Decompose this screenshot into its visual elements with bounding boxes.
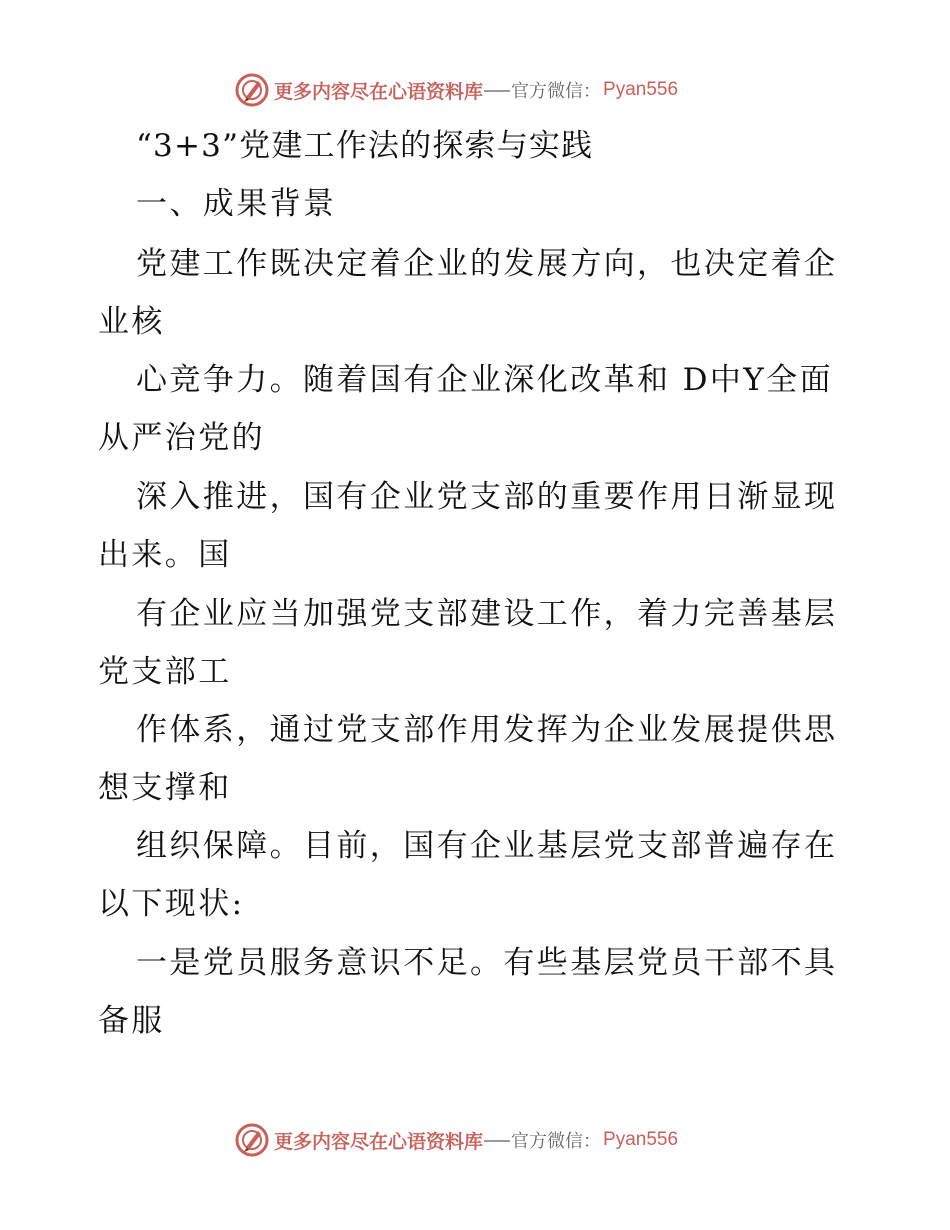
pen-nib-logo-icon — [234, 1122, 270, 1158]
banner-wechat-label: 官方微信： — [511, 81, 602, 102]
banner-site-text: 更多内容尽在心语资料库 — [274, 80, 484, 103]
paragraph-line: 有企业应当加强党支部建设工作，着力完善基层 — [136, 596, 838, 632]
paragraph-line: 心竞争力。随着国有企业深化改革和 D中Y全面 — [136, 362, 833, 398]
paragraph-line: 从严治党的 — [98, 420, 265, 456]
pen-nib-logo-icon — [234, 72, 270, 108]
banner-divider — [484, 90, 510, 92]
paragraph-line: 备服 — [98, 1003, 165, 1039]
banner-wechat-id: Pyan556 — [603, 79, 679, 100]
paragraph-line: 想支撑和 — [98, 770, 232, 806]
banner-wechat-id: Pyan556 — [603, 1129, 679, 1150]
document-title: “3+3”党建工作法的探索与实践 — [136, 128, 594, 164]
paragraph-line: 出来。国 — [98, 537, 232, 573]
section-heading: 一、成果背景 — [136, 186, 337, 222]
paragraph-line: 以下现状: — [98, 886, 245, 922]
paragraph-line: 组织保障。目前，国有企业基层党支部普遍存在 — [136, 828, 838, 864]
banner-wechat-label: 官方微信： — [511, 1131, 602, 1152]
paragraph-line: 党支部工 — [98, 654, 232, 690]
paragraph-line: 业核 — [98, 304, 165, 340]
paragraph-line: 一是党员服务意识不足。有些基层党员干部不具 — [136, 945, 838, 981]
paragraph-line: 党建工作既决定着企业的发展方向，也决定着企 — [136, 246, 838, 282]
header-banner — [234, 70, 678, 110]
footer-banner — [234, 1120, 678, 1160]
paragraph-line: 深入推进，国有企业党支部的重要作用日渐显现 — [136, 479, 838, 515]
banner-divider — [484, 1140, 510, 1142]
banner-site-text: 更多内容尽在心语资料库 — [274, 1130, 484, 1153]
paragraph-line: 作体系，通过党支部作用发挥为企业发展提供思 — [136, 712, 838, 748]
